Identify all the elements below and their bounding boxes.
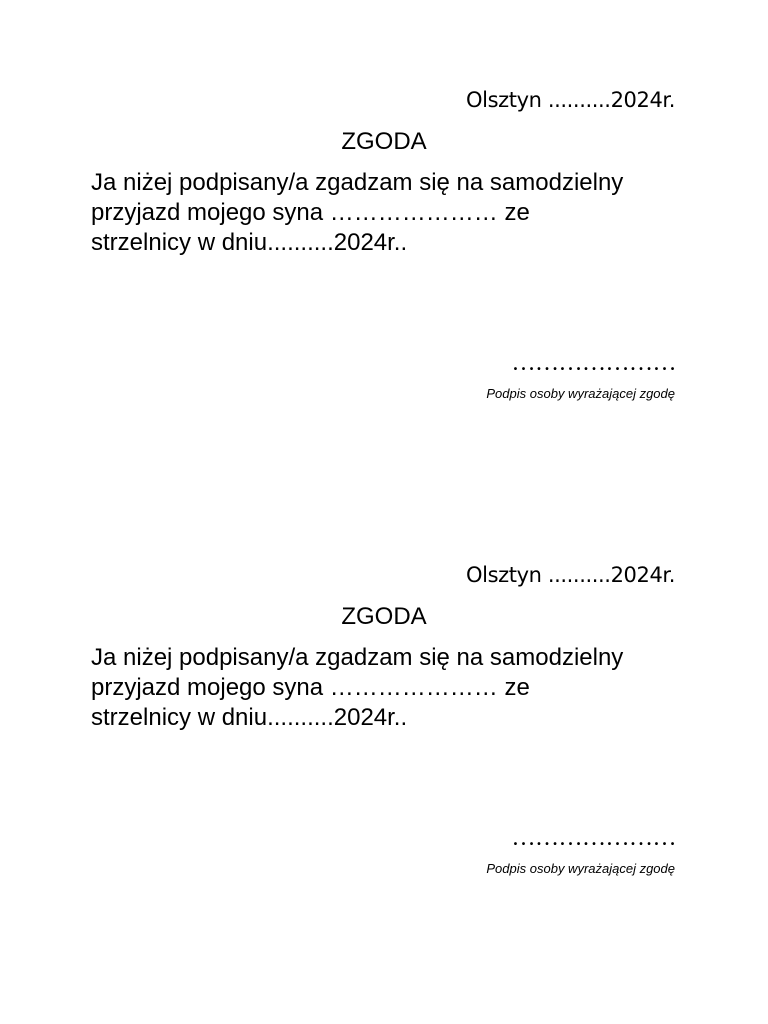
signature-caption: Podpis osoby wyrażającej zgodę (486, 386, 675, 401)
signature-line: ………………… (511, 825, 676, 851)
signature-line: ………………… (511, 350, 676, 376)
consent-text-line: strzelnicy w dniu..........2024r.. (91, 704, 408, 731)
signature-caption: Podpis osoby wyrażającej zgodę (486, 861, 675, 876)
consent-text-line: Ja niżej podpisany/a zgadzam się na samodzielny (91, 169, 624, 196)
consent-text-line: Ja niżej podpisany/a zgadzam się na samodzielny (91, 644, 624, 671)
consent-text (91, 643, 691, 733)
date-line: Olsztyn ..........2024r. (466, 88, 675, 112)
consent-text-line: przyjazd mojego syna ………………… ze (91, 199, 530, 226)
form-title: ZGODA (341, 603, 427, 630)
consent-form-2 (0, 475, 768, 876)
date-line: Olsztyn ..........2024r. (466, 563, 675, 587)
consent-text-line: przyjazd mojego syna ………………… ze (91, 674, 530, 701)
consent-form-1 (0, 0, 768, 401)
consent-text (91, 168, 691, 258)
consent-text-line: strzelnicy w dniu..........2024r.. (91, 229, 408, 256)
form-title: ZGODA (341, 128, 427, 155)
